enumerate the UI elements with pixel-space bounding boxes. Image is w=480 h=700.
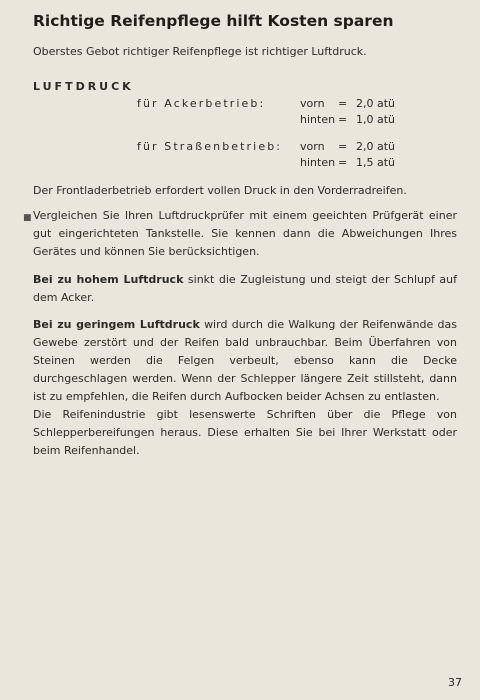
pressure-label-strasse: für Straßenbetrieb:: [137, 140, 283, 153]
strasse-rear-equals: =: [338, 156, 348, 169]
acker-front-label: vorn: [300, 97, 325, 110]
paragraph-geringer-luftdruck: [33, 316, 457, 406]
acker-front-equals: =: [338, 97, 348, 110]
paragraph-vergleichen: Vergleichen Sie Ihren Luftdruckprüfer mit einem geeichten Prüfgerät einer gut eingerichteten Tankstelle. Sie kennen dann die Abweichungen Ihres Gerätes und können Sie berücksichtigen.: [33, 209, 457, 258]
paragraph-reifenindustrie: Die Reifenindustrie gibt lesenswerte Schriften über die Pflege von Schlepperbereifungen heraus. Diese erhalten Sie bei Ihrer Werkstatt oder beim Reifenhandel.: [33, 408, 457, 457]
section-heading-luftdruck: LUFTDRUCK: [33, 80, 134, 93]
intro-text: Oberstes Gebot richtiger Reifenpflege ist richtiger Luftdruck.: [33, 45, 367, 58]
pressure-label-acker: für Ackerbetrieb:: [137, 97, 266, 110]
acker-rear-value: 1,0 atü: [356, 113, 396, 126]
bullet-dot-icon: ■: [23, 213, 32, 223]
geringer-luftdruck-bold: Bei zu geringem Luftdruck: [33, 318, 200, 331]
geringer-luftdruck-text: wird durch die Walkung der Reifenwände das Gewebe zerstört und der Reifen bald unbrauchbar. Beim Überfahren von Steinen werden die Felgen verbeult, ebenso kann die Decke durchgeschlagen werden. Wenn der Schlepper längere Zeit stillsteht, dann ist zu empfehlen, die Reifen durch Aufbocken beider Achsen zu entlasten.: [33, 318, 457, 403]
strasse-front-equals: =: [338, 140, 348, 153]
strasse-rear-value: 1,5 atü: [356, 156, 396, 169]
acker-rear-equals: =: [338, 113, 348, 126]
paragraph-hoher-luftdruck: [33, 271, 457, 307]
strasse-front-value: 2,0 atü: [356, 140, 396, 153]
strasse-front-label: vorn: [300, 140, 325, 153]
acker-front-value: 2,0 atü: [356, 97, 396, 110]
acker-rear-label: hinten: [300, 113, 336, 126]
hoher-luftdruck-bold: Bei zu hohem Luftdruck: [33, 273, 184, 286]
strasse-rear-label: hinten: [300, 156, 336, 169]
page-number: 37: [448, 676, 462, 689]
hoher-luftdruck-text: sinkt die Zugleistung und steigt der Schlupf auf dem Acker.: [33, 273, 457, 304]
page-title: Richtige Reifenpflege hilft Kosten sparen: [33, 12, 394, 30]
paragraph-frontlader: Der Frontladerbetrieb erfordert vollen Druck in den Vorderradreifen.: [33, 184, 407, 197]
